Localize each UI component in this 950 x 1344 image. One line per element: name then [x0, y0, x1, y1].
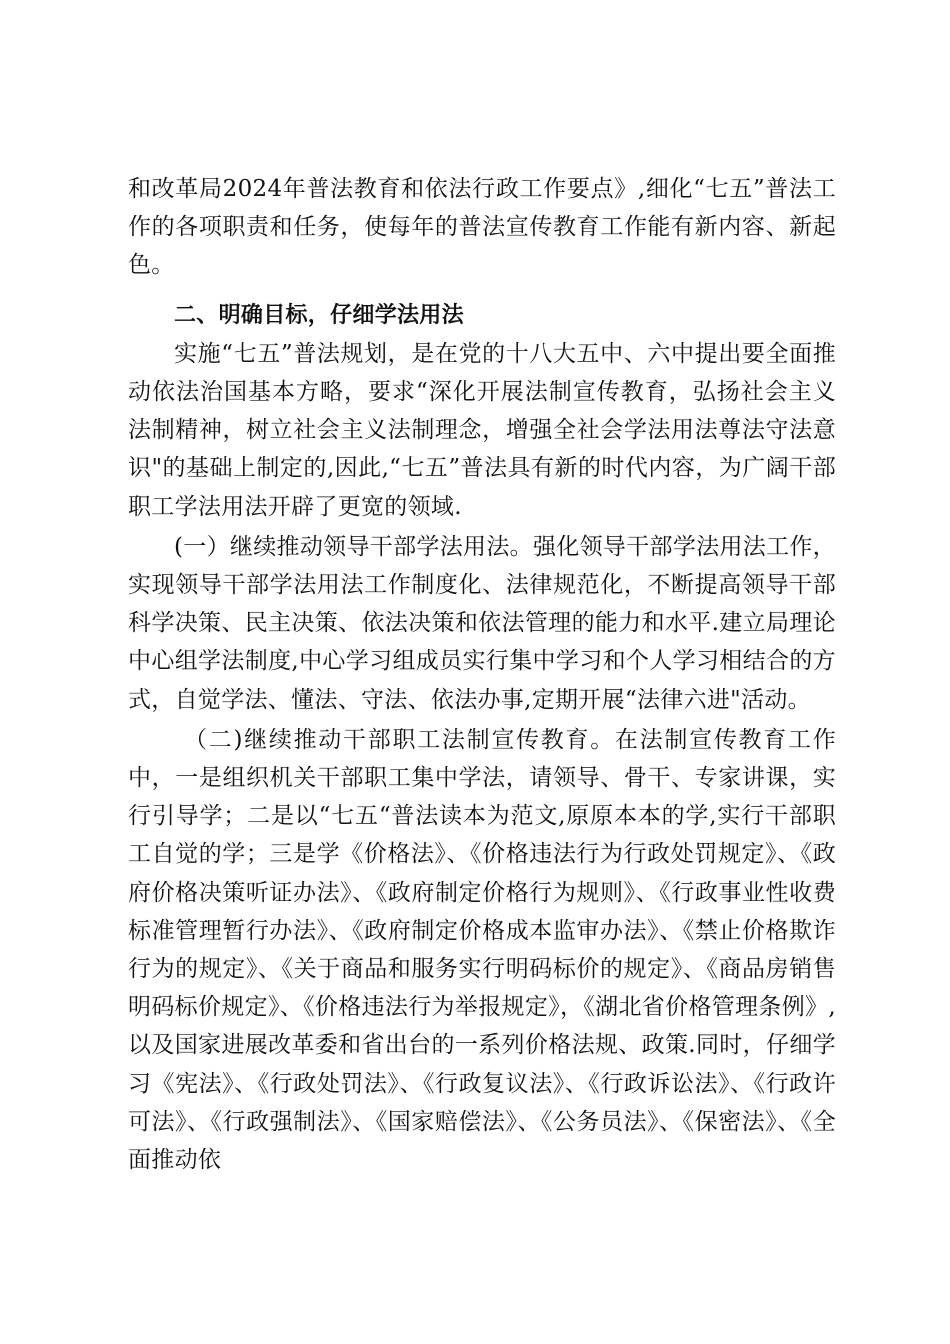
paragraph-continued: 和改革局2024年普法教育和依法行政工作要点》,细化“七五”普法工作的各项职责和任务，使每年的普法宣传教育工作能有新内容、新起色。 — [128, 176, 836, 279]
document-body — [128, 170, 836, 1179]
paragraph-leaders-study: (一）继续推动领导干部学法用法。强化领导干部学法用法工作，实现领导干部学法用法工作制度化、法律规范化，不断提高领导干部科学决策、民主决策、依法决策和依法管理的能力和水平.建立局理论中心组学法制度,中心学习组成员实行集中学习和个人学习相结合的方式，自觉学法、懂法、守法、依法办事,定期开展“法律六进"活动。 — [128, 533, 836, 713]
paragraph-staff-education: （二)继续推动干部职工法制宣传教育。在法制宣传教育工作中，一是组织机关干部职工集中学法，请领导、骨干、专家讲课，实行引导学；二是以“七五“普法读本为范文,原原本本的学,实行干部职工自觉的学；三是学《价格法》、《价格违法行为行政处罚规定》、《政府价格决策听证办法》、《政府制定价格行为规则》、《行政事业性收费标准管理暂行办法》、《政府制定价格成本监审办法》、《禁止价格欺诈行为的规定》、《关于商品和服务实行明码标价的规定》、《商品房销售明码标价规定》、《价格违法行为举报规定》，《湖北省价格管理条例》,以及国家进展改革委和省出台的一系列价格法规、政策.同时，仔细学习《宪法》、《行政处罚法》、《行政复议法》、《行政诉讼法》、《行政许可法》、《行政强制法》、《国家赔偿法》、《公务员法》、《保密法》、《全面推动依 — [128, 726, 836, 1174]
section-heading: 二、明确目标，仔细学法用法 — [174, 302, 464, 328]
paragraph-implementation: 实施“七五”普法规划，是在党的十八大五中、六中提出要全面推动依法治国基本方略，要求“深化开展法制宣传教育，弘扬社会主义法制精神，树立社会主义法制理念，增强全社会学法用法尊法守法意识"的基础上制定的,因此,“七五”普法具有新的时代内容，为广阔干部职工学法用法开辟了更宽的领域. — [128, 340, 836, 520]
